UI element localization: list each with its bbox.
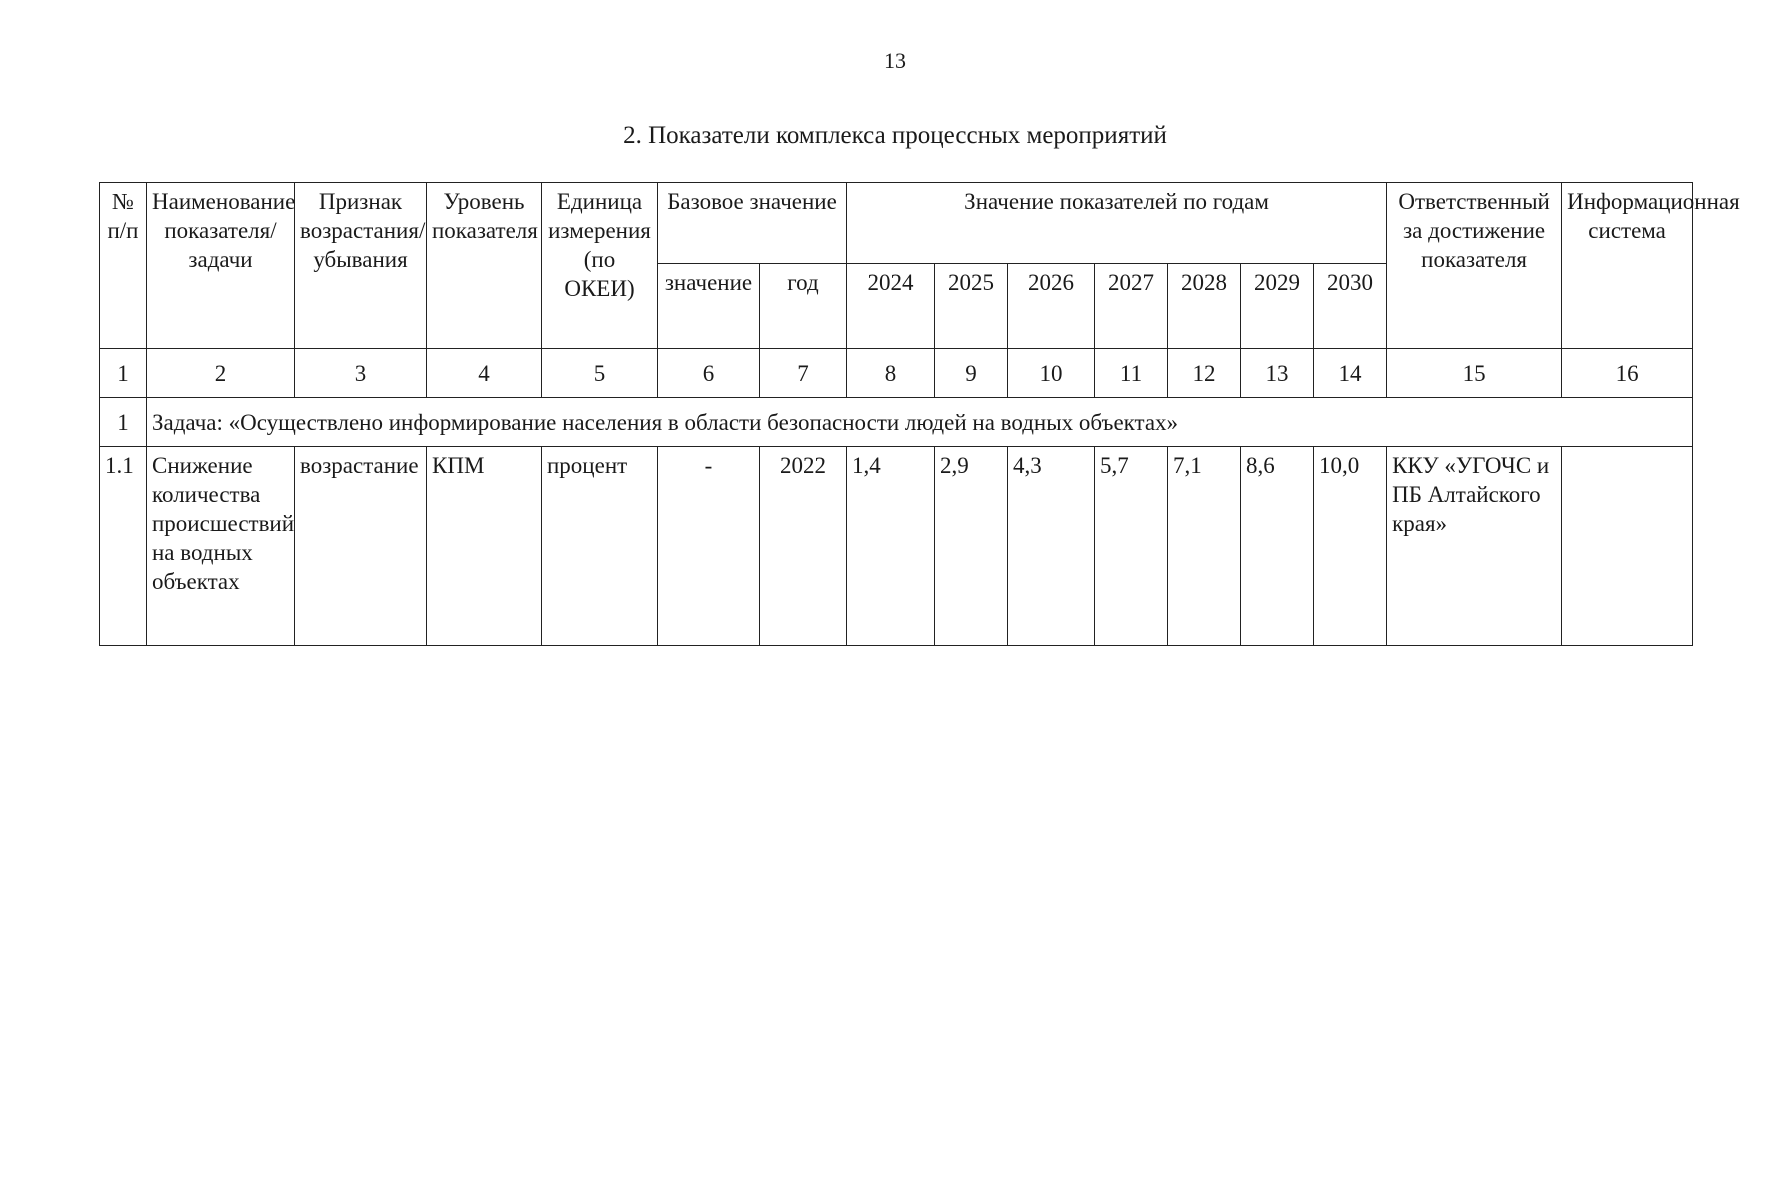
row-value: 8,6 (1241, 447, 1314, 646)
page-number: 13 (884, 48, 906, 73)
column-number: 12 (1168, 349, 1241, 398)
header-base: Базовое значение (658, 183, 847, 264)
row-unit: процент (542, 447, 658, 646)
row-responsible: ККУ «УГОЧС и ПБ Алтайского края» (1387, 447, 1562, 646)
row-value: 5,7 (1095, 447, 1168, 646)
column-number: 6 (658, 349, 760, 398)
column-number-row (100, 349, 1693, 398)
column-number: 10 (1008, 349, 1095, 398)
header-base-year: год (760, 264, 847, 349)
row-value: 10,0 (1314, 447, 1387, 646)
header-year: 2029 (1241, 264, 1314, 349)
column-number: 9 (935, 349, 1008, 398)
column-number: 11 (1095, 349, 1168, 398)
task-row (100, 398, 1693, 447)
column-number: 16 (1562, 349, 1693, 398)
header-year: 2025 (935, 264, 1008, 349)
row-info-system (1562, 447, 1693, 646)
column-number: 3 (295, 349, 427, 398)
column-number: 1 (100, 349, 147, 398)
row-name: Снижение количества происшествий на водных объектах (147, 447, 295, 646)
header-year: 2026 (1008, 264, 1095, 349)
table-row (100, 447, 1693, 646)
column-number: 4 (427, 349, 542, 398)
column-number: 2 (147, 349, 295, 398)
header-name: Наименование показателя/ задачи (147, 183, 295, 349)
header-sign: Признак возрастания/ убывания (295, 183, 427, 349)
row-value: 1,4 (847, 447, 935, 646)
header-row (100, 183, 1693, 264)
task-number: 1 (100, 398, 147, 447)
column-number: 5 (542, 349, 658, 398)
column-number: 13 (1241, 349, 1314, 398)
row-value: 2,9 (935, 447, 1008, 646)
row-level: КПМ (427, 447, 542, 646)
column-number: 15 (1387, 349, 1562, 398)
column-number: 14 (1314, 349, 1387, 398)
indicators-table (99, 182, 1740, 646)
header-info-system: Информационная система (1562, 183, 1693, 349)
row-value: 4,3 (1008, 447, 1095, 646)
header-level: Уровень показателя (427, 183, 542, 349)
task-text: Задача: «Осуществлено информирование населения в области безопасности людей на водных объектах» (147, 398, 1693, 447)
header-unit: Единица измерения (по ОКЕИ) (542, 183, 658, 349)
row-value: 7,1 (1168, 447, 1241, 646)
row-sign: возрастание (295, 447, 427, 646)
column-number: 8 (847, 349, 935, 398)
row-base-value: - (658, 447, 760, 646)
column-number: 7 (760, 349, 847, 398)
page-title: 2. Показатели комплекса процессных мероприятий (623, 122, 1167, 149)
header-responsible: Ответственный за достижение показателя (1387, 183, 1562, 349)
header-year: 2030 (1314, 264, 1387, 349)
header-num: № п/п (100, 183, 147, 349)
header-base-value: значение (658, 264, 760, 349)
header-years-group: Значение показателей по годам (847, 183, 1387, 264)
row-base-year: 2022 (760, 447, 847, 646)
header-year: 2024 (847, 264, 935, 349)
row-num: 1.1 (100, 447, 147, 646)
header-year: 2027 (1095, 264, 1168, 349)
header-year: 2028 (1168, 264, 1241, 349)
